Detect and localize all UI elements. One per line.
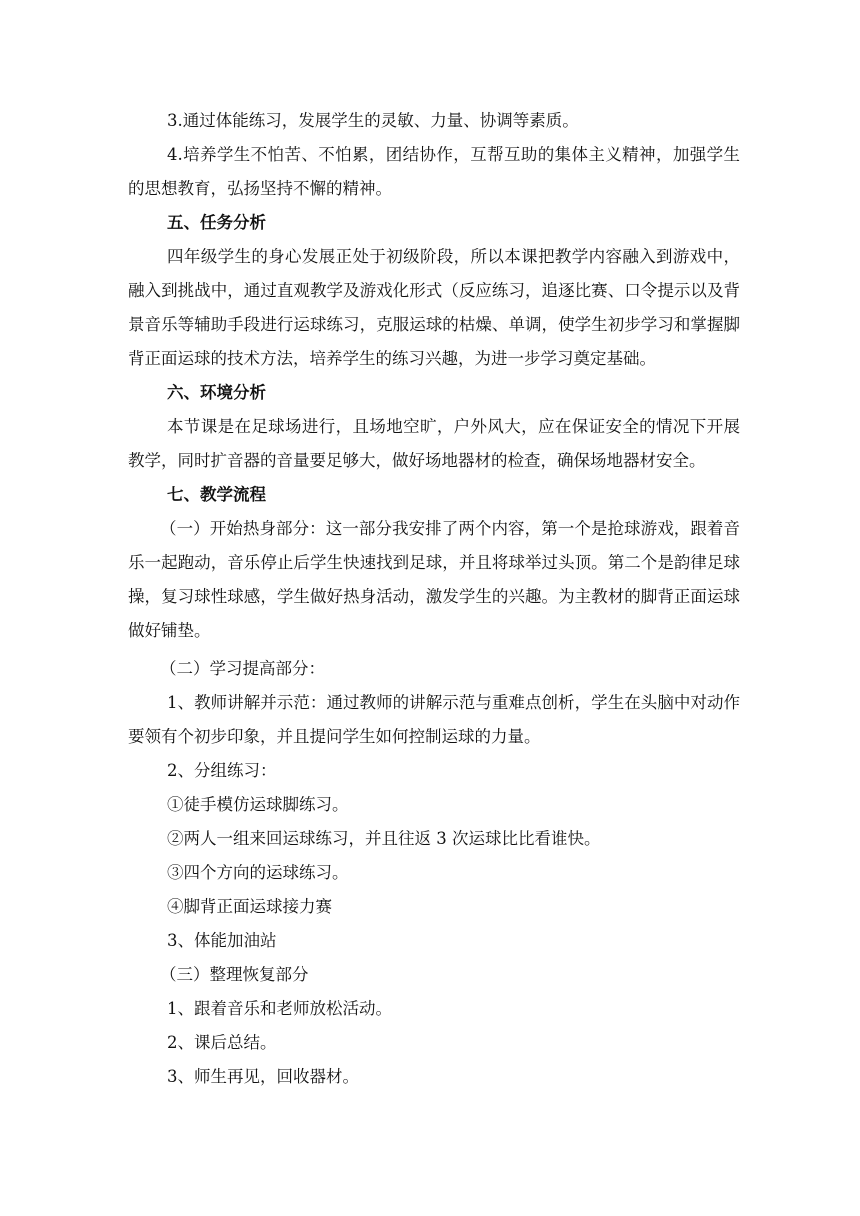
- list-item-cooldown-1: 1、跟着音乐和老师放松活动。: [167, 999, 392, 1018]
- heading-environment-analysis: 六、环境分析: [167, 383, 266, 402]
- paragraph-environment-analysis: 本节课是在足球场进行，且场地空旷，户外风大，应在保证安全的情况下开展教学，同时扩音器的音量要足够大，做好场地器材的检查，确保场地器材安全。: [128, 417, 740, 470]
- list-item-practice-1: ①徒手模仿运球脚练习。: [167, 795, 349, 814]
- list-item-practice-4: ④脚背正面运球接力赛: [167, 897, 332, 916]
- paragraph-cooldown-section: （三）整理恢复部分: [160, 965, 309, 984]
- paragraph-teacher-demo: 1、教师讲解并示范：通过教师的讲解示范与重难点创析，学生在头脑中对动作要领有个初步印象，并且提问学生如何控制运球的力量。: [128, 693, 740, 746]
- paragraph-goal-3: 3.通过体能练习，发展学生的灵敏、力量、协调等素质。: [167, 111, 579, 130]
- list-item-practice-3: ③四个方向的运球练习。: [167, 863, 349, 882]
- paragraph-fitness-station: 3、体能加油站: [167, 931, 277, 950]
- list-item-practice-2: ②两人一组来回运球练习，并且往返 3 次运球比比看谁快。: [167, 829, 601, 848]
- paragraph-group-practice: 2、分组练习：: [167, 761, 277, 780]
- list-item-cooldown-2: 2、课后总结。: [167, 1033, 277, 1052]
- document-body: [128, 104, 740, 1094]
- paragraph-learning-section: （二）学习提高部分：: [160, 659, 325, 678]
- paragraph-warmup: （一）开始热身部分：这一部分我安排了两个内容，第一个是抢球游戏，跟着音乐一起跑动，音乐停止后学生快速找到足球，并且将球举过头顶。第二个是韵律足球操，复习球性球感，学生做好热身活动，激发学生的兴趣。为主教材的脚背正面运球做好铺垫。: [128, 519, 740, 640]
- paragraph-task-analysis: 四年级学生的身心发展正处于初级阶段，所以本课把教学内容融入到游戏中，融入到挑战中，通过直观教学及游戏化形式（反应练习，追逐比赛、口令提示以及背景音乐等辅助手段进行运球练习，克服运球的枯燥、单调，使学生初步学习和掌握脚背正面运球的技术方法，培养学生的练习兴趣，为进一步学习奠定基础。: [128, 247, 740, 368]
- list-item-cooldown-3: 3、师生再见，回收器材。: [167, 1067, 359, 1086]
- heading-teaching-process: 七、教学流程: [167, 485, 266, 504]
- paragraph-goal-4: 4.培养学生不怕苦、不怕累，团结协作，互帮互助的集体主义精神，加强学生的思想教育，弘扬坚持不懈的精神。: [128, 145, 740, 198]
- heading-task-analysis: 五、任务分析: [167, 213, 266, 232]
